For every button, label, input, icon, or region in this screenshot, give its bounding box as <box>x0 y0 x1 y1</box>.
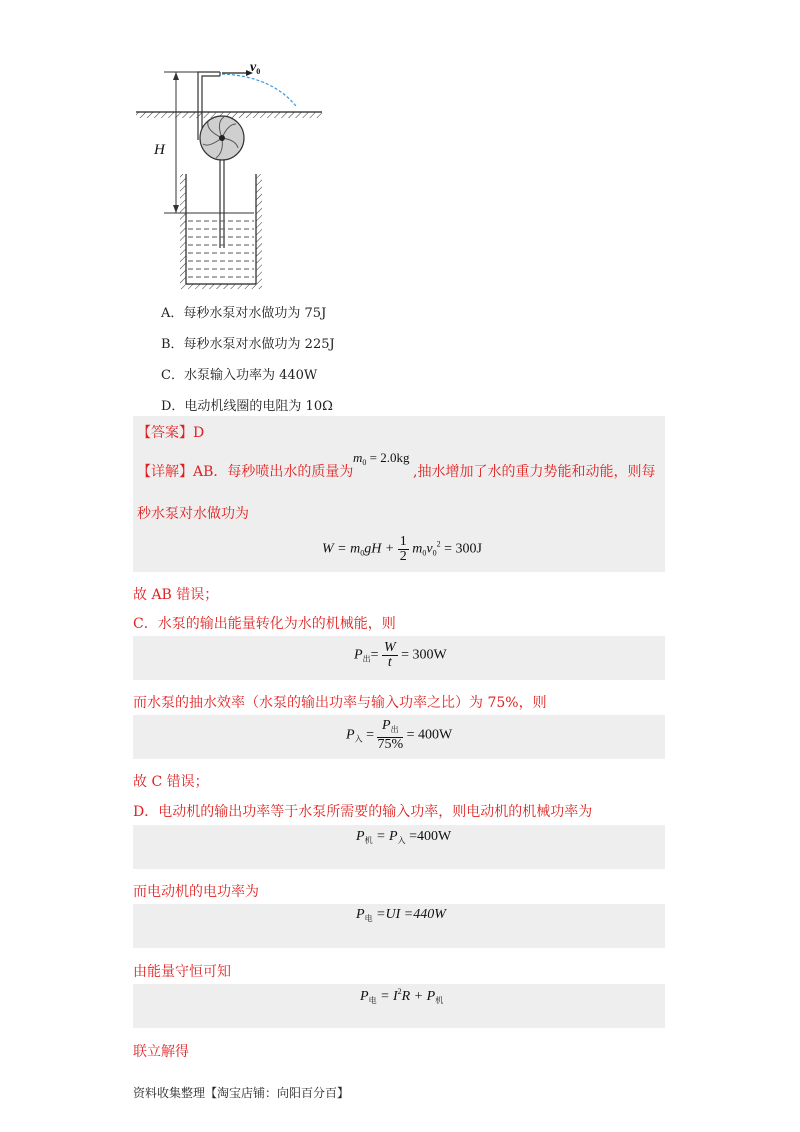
pin-fraction: $\frac{P_出}{75\%}$ <box>377 718 404 752</box>
mass-equation: $m_0 = 2.0kg$ <box>353 450 410 467</box>
detail-line-2: 秒水泵对水做功为 <box>137 506 249 522</box>
water-trajectory <box>222 74 296 106</box>
solve-text: 联立解得 <box>133 1044 189 1060</box>
detail-line-1: 【详解】AB．每秒喷出水的质量为 <box>137 464 354 480</box>
energy-equation: $P_电 = I^2R + P_机$ <box>360 987 444 1005</box>
work-fraction: $\frac{1}{2}$ <box>399 534 407 564</box>
pin-equation: $P_入$ = $\frac{P_出}{75\%}$ = 400W <box>346 718 453 752</box>
option-d: D．电动机线圈的电阻为 10Ω <box>161 399 333 414</box>
option-b: B．每秒水泵对水做功为 225J <box>161 337 335 352</box>
pump-diagram <box>136 58 326 290</box>
option-c: C．水泵输入功率为 440W <box>161 368 318 383</box>
answer-value: D <box>193 425 205 441</box>
pout-equation: $P_出=$ $\frac{W}{t}$ = 300W <box>354 640 447 670</box>
detail-tag: 【详解】 <box>137 464 193 480</box>
pump-diagram-svg <box>136 58 326 290</box>
efficiency-text: 而水泵的抽水效率（水泵的输出功率与输入功率之比）为 75%，则 <box>133 695 547 711</box>
well-water <box>188 213 254 277</box>
motor-power-text: 而电动机的电功率为 <box>133 884 259 900</box>
energy-text: 由能量守恒可知 <box>133 964 231 980</box>
pout-fraction: $\frac{W}{t}$ <box>383 640 396 670</box>
section-d: D．电动机的输出功率等于水泵所需要的输入功率，则电动机的机械功率为 <box>133 804 593 820</box>
height-label: H <box>154 142 165 158</box>
option-a: A．每秒水泵对水做功为 75J <box>161 306 327 321</box>
pmech-equation: $P_机 = P_入 =400W$ <box>356 829 452 845</box>
detail-line-1b: ,抽水增加了水的重力势能和动能，则每 <box>413 464 656 480</box>
answer-tag: 【答案】 <box>137 425 193 441</box>
conclusion-c: 故 C 错误； <box>133 774 209 790</box>
velocity-label: $v_0$ <box>250 60 261 76</box>
answer-line <box>137 422 204 442</box>
pelec-equation: $P_电 =UI =440W$ <box>356 907 446 923</box>
section-c: C．水泵的输出能量转化为水的机械能，则 <box>133 616 396 632</box>
work-equation: $W = m_0gH$ + $\frac{1}{2}$ $m_0v_0^2 = 300J$ <box>322 534 482 564</box>
page-footer: 资料收集整理【淘宝店铺：向阳百分百】 <box>133 1086 350 1100</box>
conclusion-ab: 故 AB 错误； <box>133 587 219 603</box>
